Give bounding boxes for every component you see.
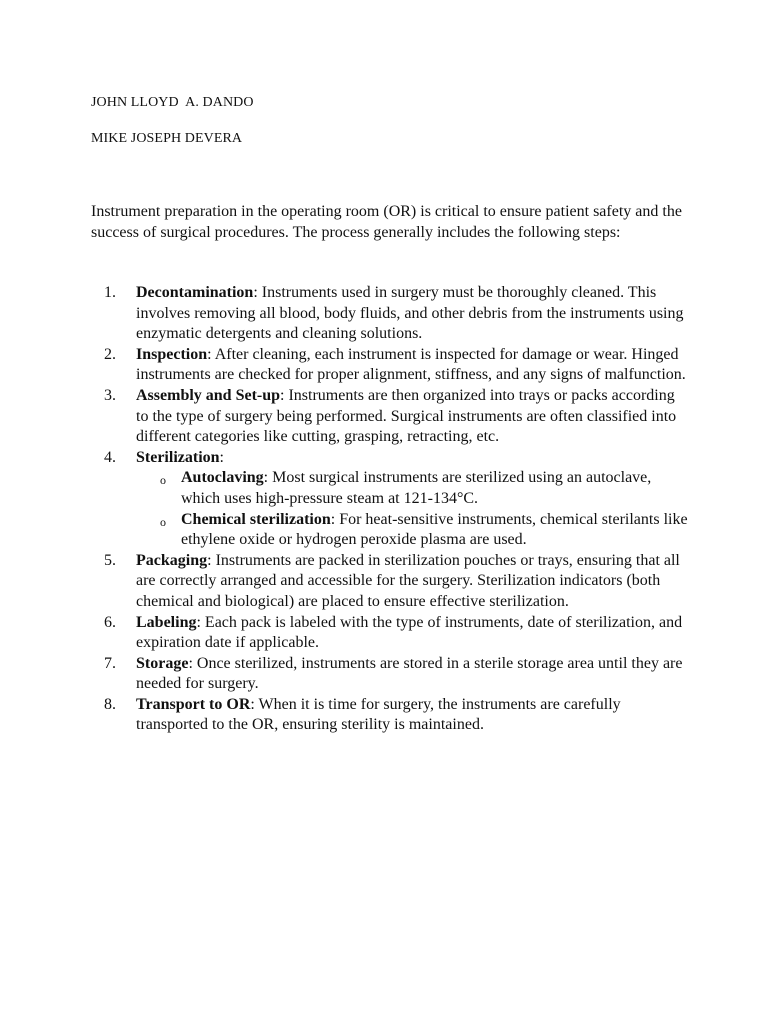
step-item: [91, 551, 691, 613]
step-item: [91, 386, 691, 448]
step-number: 8.: [104, 695, 116, 713]
step-title: Packaging: [136, 551, 208, 569]
intro-paragraph: Instrument preparation in the operating room (OR) is critical to ensure patient safety and the success of surgical procedures. The process generally includes the following steps:: [91, 203, 682, 241]
step-number: 3.: [104, 386, 116, 404]
step-title: Decontamination: [136, 284, 254, 301]
substep-title: Chemical sterilization: [181, 510, 331, 528]
substep-text: : For heat-sensitive instruments, chemical sterilants like ethylene oxide or hydrogen peroxide plasma are used.: [181, 510, 688, 549]
steps-list: [91, 283, 691, 736]
step-text: : Once sterilized, instruments are stored in a sterile storage area until they are needed for surgery.: [136, 654, 683, 693]
step-number: 2.: [104, 345, 116, 363]
substep-item: [136, 510, 691, 551]
step-title: Inspection: [136, 345, 208, 363]
step-item: [91, 613, 691, 654]
substep-title: Autoclaving: [181, 469, 264, 487]
step-text: :: [219, 448, 224, 466]
step-number: 4.: [104, 448, 116, 466]
step-item: [91, 695, 691, 736]
author-name-2: MIKE JOSEPH DEVERA: [91, 131, 243, 146]
author-name-1: JOHN LLOYD A. DANDO: [91, 95, 254, 110]
step-item: [91, 345, 691, 386]
step-number: 6.: [104, 613, 116, 631]
step-number: 7.: [104, 654, 116, 672]
step-number: 5.: [104, 551, 116, 569]
step-item: [91, 448, 691, 551]
step-title: Labeling: [136, 613, 197, 631]
step-text: : Instruments used in surgery must be thoroughly cleaned. This involves removing all blood, body fluids, and other debris from the instruments using enzymatic detergents and cleaning solutions.: [136, 284, 684, 343]
step-title: Sterilization: [136, 448, 220, 466]
substep-text: : Most surgical instruments are sterilized using an autoclave, which uses high-pressure steam at 121-134°C.: [181, 469, 652, 507]
substep-item: [136, 468, 691, 509]
step-text: : Instruments are then organized into trays or packs according to the type of surgery being performed. Surgical instruments are often classified into different categories like cutting, grasping, retracting, etc.: [136, 386, 677, 446]
step-text: : When it is time for surgery, the instruments are carefully transported to the OR, ensuring sterility is maintained.: [136, 695, 621, 734]
step-number: 1.: [104, 284, 116, 301]
step-item: [91, 283, 691, 345]
step-title: Assembly and Set-up: [136, 386, 281, 404]
step-text: : After cleaning, each instrument is inspected for damage or wear. Hinged instruments are checked for proper alignment, stiffness, and any signs of malfunction.: [136, 345, 686, 384]
step-text: : Instruments are packed in sterilization pouches or trays, ensuring that all are correctly arranged and accessible for the surgery. Sterilization indicators (both chemical and biological) are placed to ensure effective sterilization.: [136, 551, 680, 610]
substeps-list: [136, 468, 691, 550]
step-text: : Each pack is labeled with the type of instruments, date of sterilization, and expiration date if applicable.: [136, 613, 683, 652]
step-title: Transport to OR: [136, 695, 251, 713]
step-item: [91, 654, 691, 695]
step-title: Storage: [136, 654, 189, 672]
bullet-icon: o: [160, 473, 166, 488]
bullet-icon: o: [160, 514, 166, 529]
